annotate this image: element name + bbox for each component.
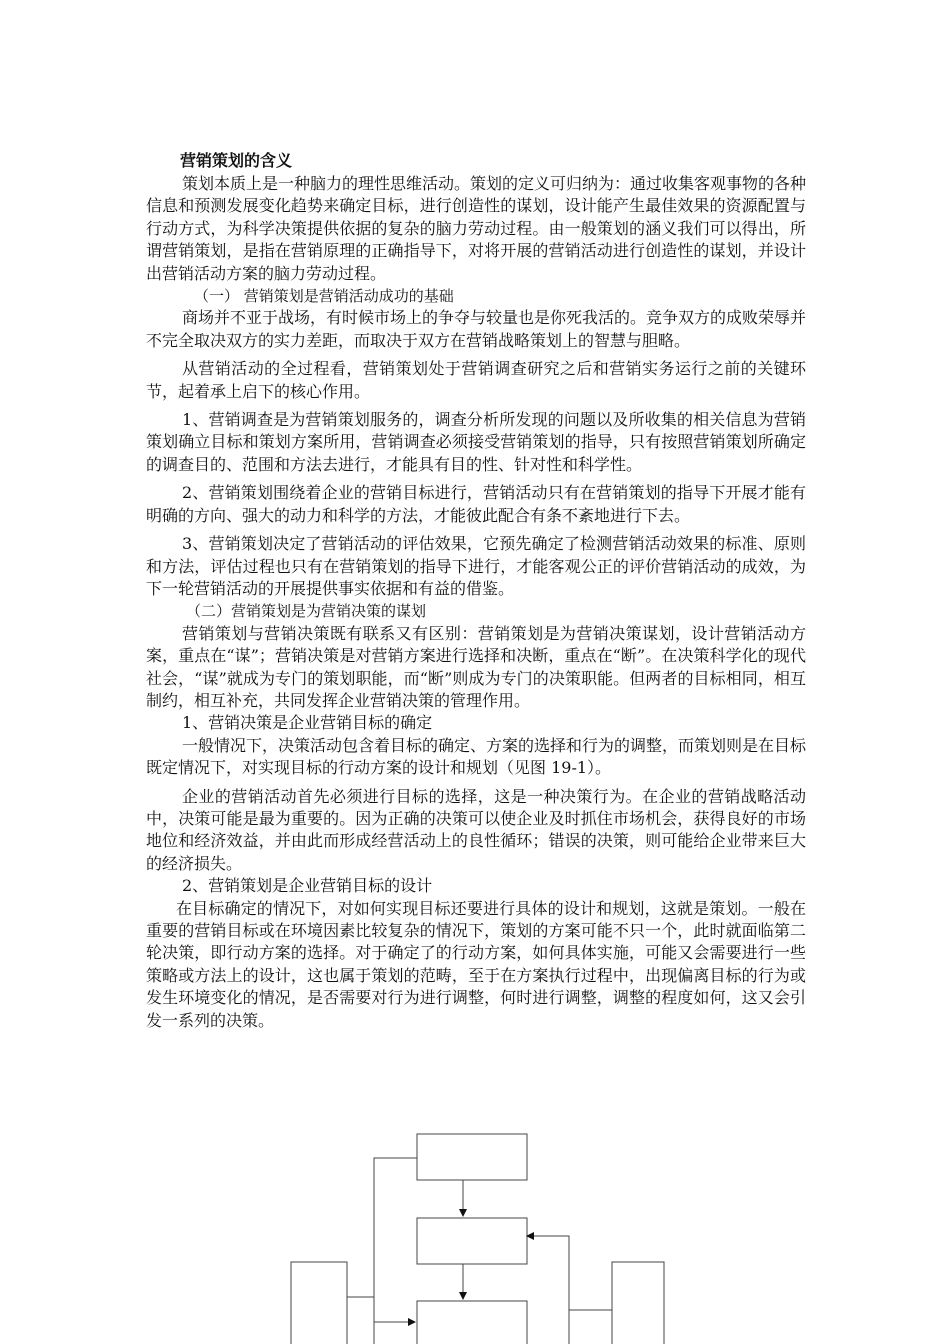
flow-box-left: [291, 1262, 347, 1344]
paragraph-point-1: 1、营销调查是为营销策划服务的，调查分析所发现的问题以及所收集的相关信息为营销策划确立目标和策划方案所用，营销调查必须接受营销策划的指导，只有按照营销策划所确定的调查目的、范围和方法去进行，才能具有目的性、针对性和科学性。: [146, 410, 806, 474]
paragraph-planning-vs-decision: 营销策划与营销决策既有联系又有区别：营销策划是为营销决策谋划，设计营销活动方案，重点在“谋”；营销决策是对营销方案进行选择和决断，重点在“断”。在决策科学化的现代社会，“谋”就成为专门的策划职能，而“断”则成为专门的决策职能。但两者的目标相同，相互制约，相互补充，共同发挥企业营销决策的管理作用。: [146, 623, 806, 710]
paragraph-market-battle: 商场并不亚于战场，有时候市场上的争夺与较量也是你死我活的。竞争双方的成败荣辱并不完全取决双方的实力差距，而取决于双方在营销战略策划上的智慧与胆略。: [146, 308, 807, 350]
paragraph-process: 从营销活动的全过程看，营销策划处于营销调查研究之后和营销实务运行之前的关键环节，起着承上启下的核心作用。: [146, 359, 806, 401]
paragraph-target-selection: 企业的营销活动首先必须进行目标的选择，这是一种决策行为。在企业的营销战略活动中，决策可能是最为重要的。因为正确的决策可以使企业及时抓住市场机会，获得良好的市场地位和经济效益，并由此而形成经营活动上的良性循环；错误的决策，则可能给企业带来巨大的经济损失。: [146, 786, 806, 873]
subheading-1: （一） 营销策划是营销活动成功的基础: [194, 287, 454, 306]
flow-box-top: [417, 1134, 527, 1180]
paragraph-definition: 策划本质上是一种脑力的理性思维活动。策划的定义可归纳为：通过收集客观事物的各种信息和预测发展变化趋势来确定目标，进行创造性的谋划，设计能产生最佳效果的资源配置与行动方式，为科学决策提供依据的复杂的脑力劳动过程。由一般策划的涵义我们可以得出，所谓营销策划，是指在营销原理的正确指导下，对将开展的营销活动进行创造性的谋划，并设计出营销活动方案的脑力劳动过程。: [146, 174, 807, 283]
flow-line-left-loop: [374, 1158, 417, 1344]
flow-arrow-right-loop: [527, 1236, 569, 1344]
paragraph-point-2: 2、营销策划围绕着企业的营销目标进行，营销活动只有在营销策划的指导下开展才能有明确的方向、强大的动力和科学的方法，才能彼此配合有条不紊地进行下去。: [146, 483, 806, 525]
paragraph-point-3: 3、营销策划决定了营销活动的评估效果，它预先确定了检测营销活动效果的标准、原则和方法，评估过程也只有在营销策划的指导下进行，才能客观公正的评价营销活动的成效，为下一轮营销活动的开展提供事实依据和有益的借鉴。: [146, 534, 806, 598]
paragraph-planning-heading: 2、营销策划是企业营销目标的设计: [182, 876, 433, 896]
flow-box-right: [612, 1262, 664, 1344]
paragraph-planning-design: 在目标确定的情况下，对如何实现目标还要进行具体的设计和规划，这就是策划。一般在重要的营销目标或在环境因素比较复杂的情况下，策划的方案可能不只一个，此时就面临第二轮决策，即行动方案的选择。对于确定了的行动方案，如何具体实施，可能又会需要进行一些策略或方法上的设计，这也属于策划的范畴，至于在方案执行过程中，出现偏离目标的行为或发生环境变化的情况，是否需要对行为进行调整，何时进行调整，调整的程度如何，这又会引发一系列的决策。: [146, 898, 806, 1030]
flow-box-bottom: [417, 1301, 527, 1344]
paragraph-decision-general: 一般情况下，决策活动包含着目标的确定、方案的选择和行为的调整，而策划则是在目标既定情况下，对实现目标的行动方案的设计和规划（见图 19-1）。: [146, 735, 807, 778]
subheading-2: （二）营销策划是为营销决策的谋划: [186, 602, 427, 621]
flow-box-middle: [417, 1218, 527, 1264]
paragraph-decision-heading: 1、营销决策是企业营销目标的确定: [182, 713, 433, 733]
section-title: 营销策划的含义: [180, 151, 293, 170]
